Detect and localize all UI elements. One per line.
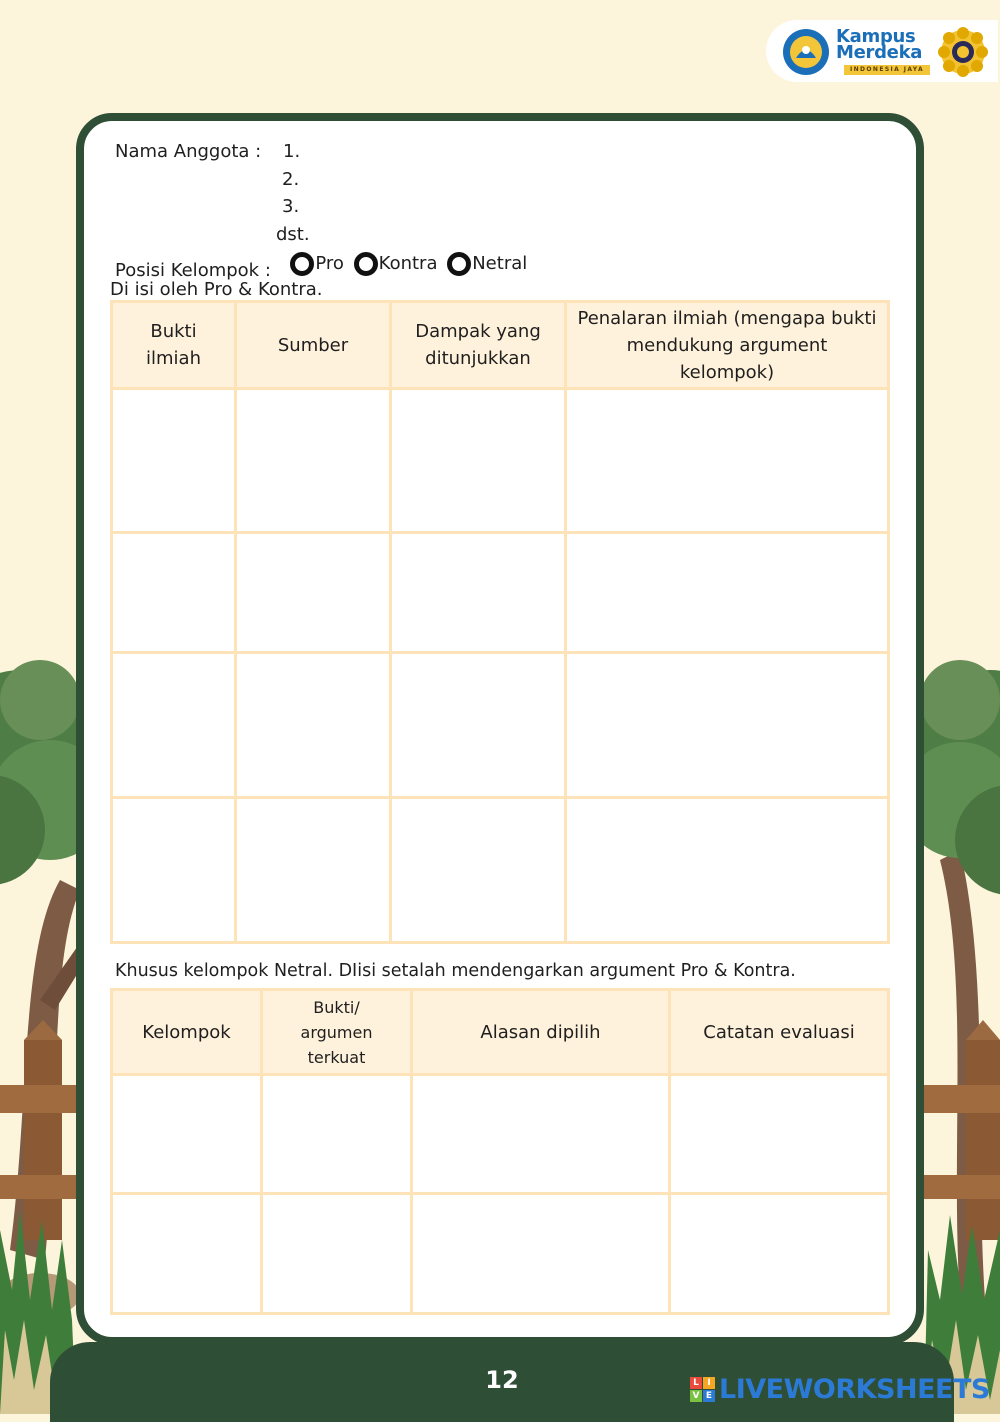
position-option-label: Pro [315,253,344,274]
member-number-1: 1. [283,141,301,162]
logo-letter: V [690,1390,702,1402]
table1-cell[interactable] [566,389,889,533]
table2-header: Alasan dipilih [412,990,670,1075]
table1-cell[interactable] [236,798,391,943]
table1-cell[interactable] [566,653,889,798]
table2-header: Kelompok [112,990,262,1075]
table2-cell[interactable] [412,1075,670,1194]
position-option-kontra[interactable] [354,252,438,276]
liveworksheets-watermark [690,1372,990,1406]
table2-header: Catatan evaluasi [670,990,889,1075]
table1-cell[interactable] [112,653,236,798]
table1-note: Di isi oleh Pro & Kontra. [110,279,323,300]
table1-header: Sumber [236,302,391,389]
table1-cell[interactable] [236,653,391,798]
table2-cell[interactable] [112,1194,262,1314]
logo-tagline: INDONESIA JAYA [844,65,930,75]
table1-cell[interactable] [566,533,889,653]
table2-cell[interactable] [262,1075,412,1194]
table1-cell[interactable] [391,533,566,653]
logo-line-2: Merdeka [836,42,923,63]
member-number-2: 2. [282,169,300,190]
table1-cell[interactable] [236,389,391,533]
table2-cell[interactable] [412,1194,670,1314]
worksheet-card [76,113,924,1345]
position-label: Posisi Kelompok : [115,260,271,281]
position-row [115,252,531,282]
table2-note: Khusus kelompok Netral. DIisi setalah mendengarkan argument Pro & Kontra. [115,961,796,981]
position-option-label: Kontra [378,253,438,274]
logo-letter: E [703,1390,715,1402]
table1-cell[interactable] [112,389,236,533]
watermark-text: LIVEWORKSHEETS [719,1373,990,1405]
table1-cell[interactable] [112,798,236,943]
table1-cell[interactable] [566,798,889,943]
table2-cell[interactable] [670,1194,889,1314]
kampus-merdeka-logo [766,20,998,82]
table1-header: Penalaran ilmiah (mengapa bukti mendukung argument kelompok) [566,302,889,389]
table1-cell[interactable] [391,798,566,943]
table2-cell[interactable] [112,1075,262,1194]
table1-header: Bukti ilmiah [112,302,236,389]
logo-letter: L [690,1377,702,1389]
radio-circle-icon[interactable] [354,252,378,276]
position-option-netral[interactable] [447,252,527,276]
university-seal-icon [938,27,988,77]
members-label: Nama Anggota : [115,141,262,162]
table2-header: Bukti/ argumen terkuat [262,990,412,1075]
position-option-pro[interactable] [290,252,344,276]
radio-circle-icon[interactable] [290,252,314,276]
evaluation-table [110,988,890,1315]
member-number-3: 3. [282,196,300,217]
table1-cell[interactable] [112,533,236,653]
tut-wuri-handayani-emblem-icon [782,28,830,76]
table2-cell[interactable] [262,1194,412,1314]
table1-cell[interactable] [391,389,566,533]
position-option-label: Netral [472,253,528,274]
logo-letter: I [703,1377,715,1389]
table2-cell[interactable] [670,1075,889,1194]
table1-cell[interactable] [391,653,566,798]
member-number-more: dst. [276,224,310,245]
table1-header: Dampak yang ditunjukkan [391,302,566,389]
radio-circle-icon[interactable] [447,252,471,276]
table1-cell[interactable] [236,533,391,653]
evidence-table [110,300,890,944]
page-number: 12 [485,1366,519,1394]
liveworksheets-logo-icon [690,1377,715,1402]
logo-line-1: Kampus [836,26,916,47]
